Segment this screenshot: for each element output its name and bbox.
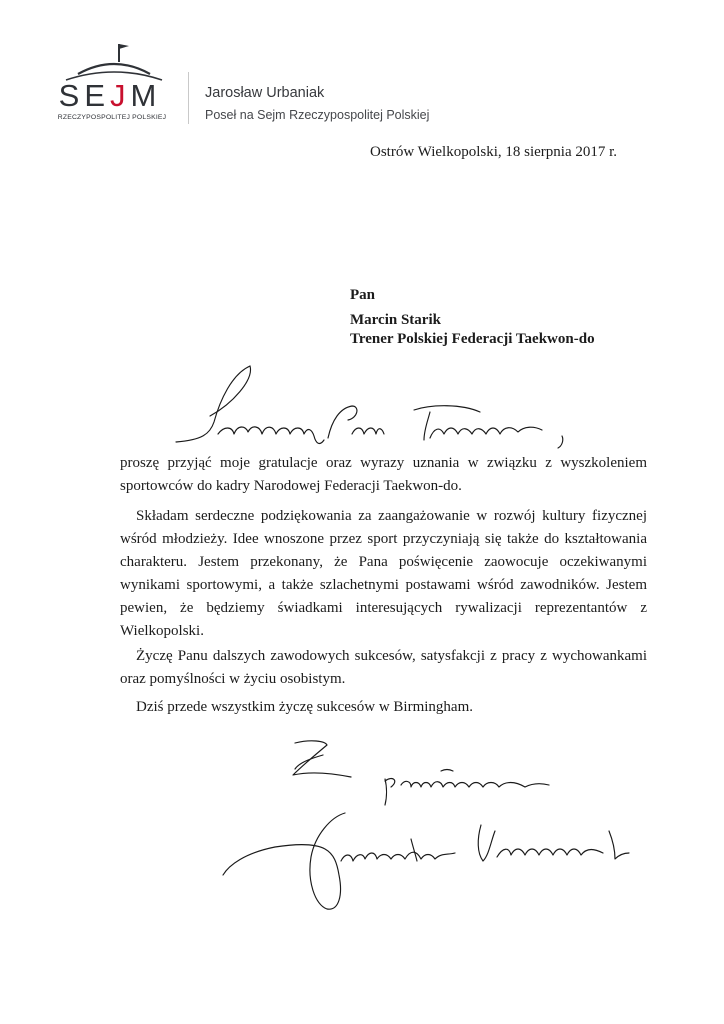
- handwritten-salutation: [162, 360, 592, 450]
- paragraph-3-text: Życzę Panu dalszych zawodowych sukcesów, satysfakcji z pracy z wychowankami oraz pomyślności w życiu osobistym.: [120, 648, 647, 687]
- paragraph-3: [120, 645, 647, 691]
- sender-role: Poseł na Sejm Rzeczypospolitej Polskiej: [205, 108, 430, 122]
- header-divider: [188, 72, 189, 124]
- sender-name: Jarosław Urbaniak: [205, 85, 325, 101]
- handwritten-closing-signature: [215, 735, 645, 945]
- sejm-wordmark: SEJM: [58, 78, 162, 113]
- paragraph-4: [120, 696, 647, 719]
- recipient-position: Trener Polskiej Federacji Taekwon-do: [350, 331, 595, 347]
- sejm-subtitle: RZECZYPOSPOLITEJ POLSKIEJ: [57, 114, 167, 121]
- paragraph-2: [120, 505, 647, 643]
- letter-date: Ostrów Wielkopolski, 18 sierpnia 2017 r.: [370, 144, 618, 160]
- sejm-emblem-icon: [58, 38, 170, 82]
- recipient-name: Marcin Starik: [350, 312, 441, 328]
- sejm-logo: [58, 38, 170, 128]
- paragraph-1-text: proszę przyjąć moje gratulacje oraz wyrazy uznania w związku z wyszkoleniem sportowców do kadry Narodowej Federacji Taekwon-do.: [120, 455, 647, 494]
- paragraph-1: [120, 452, 647, 498]
- paragraph-4-text: Dziś przede wszystkim życzę sukcesów w Birmingham.: [136, 699, 473, 715]
- paragraph-2-text: Składam serdeczne podziękowania za zaangażowanie w rozwój kultury fizycznej wśród młodzieży. Idee wnoszone przez sport przyczyniają się także do kształtowania charakteru. Jestem przekonany, że Pana poświęcenie zaowocuje oczekiwanymi wynikami sportowymi, a także szlachetnymi postawami wśród zawodników. Jestem pewien, że będziemy świadkami interesujących rywalizacji reprezentantów z Wielkopolski.: [120, 508, 647, 639]
- recipient-title: Pan: [350, 287, 376, 303]
